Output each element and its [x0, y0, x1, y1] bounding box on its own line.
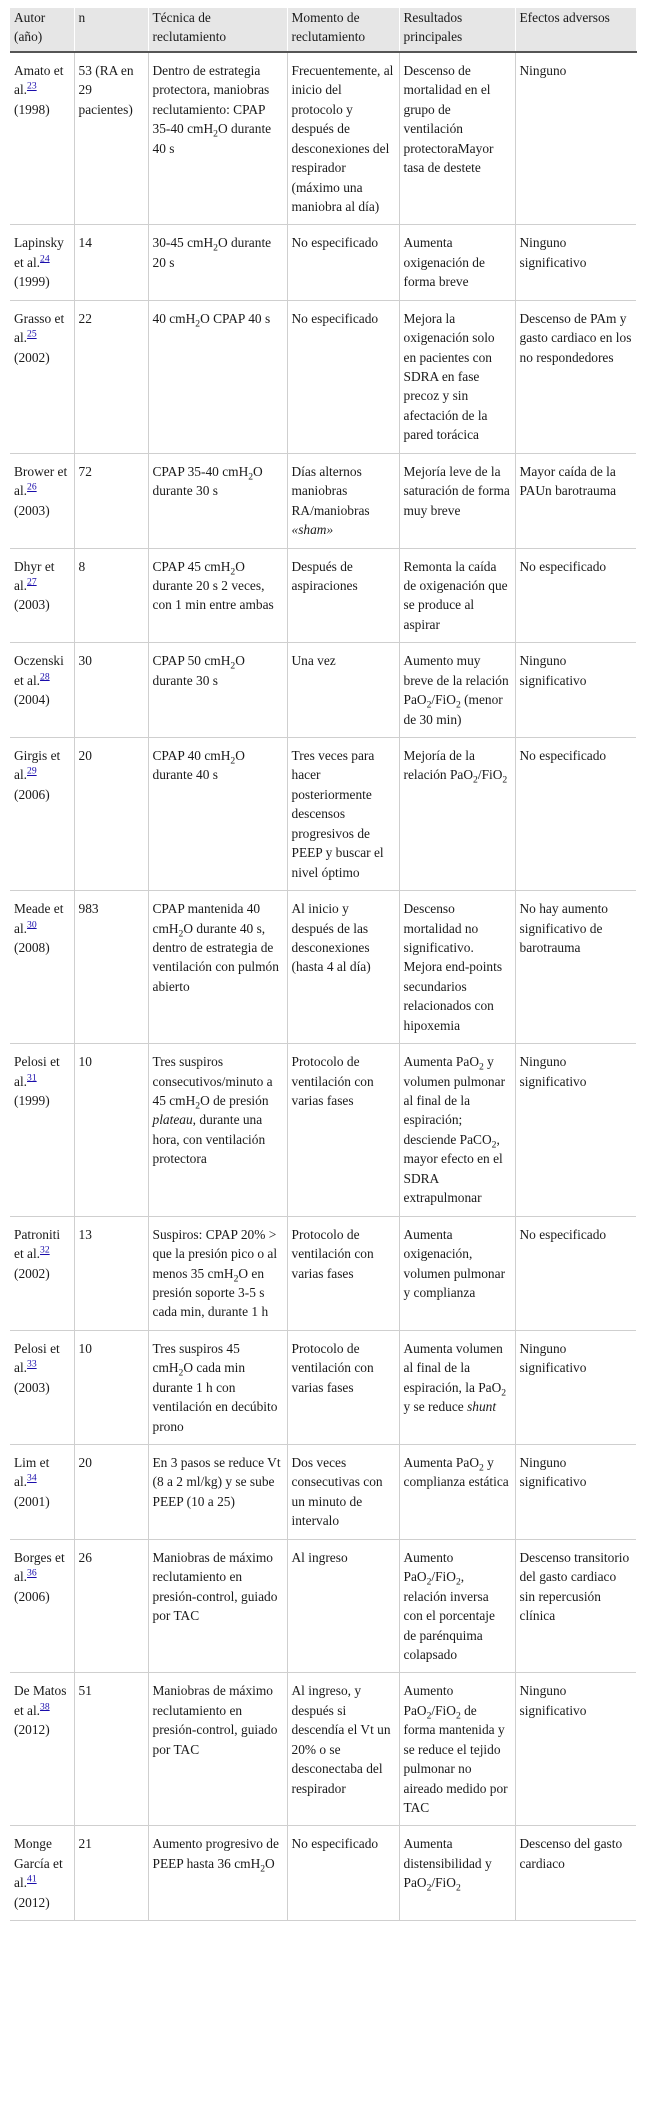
subscript: 2	[260, 1863, 266, 1875]
cell-adverse: No especificado	[515, 738, 636, 891]
subscript: 2	[195, 1100, 201, 1112]
cell-author: Meade et al.$^{30}$ (2008)	[10, 891, 74, 1044]
cell-technique: CPAP 50 cmH$_2$O durante 30 s	[148, 643, 287, 738]
cell-moment: Protocolo de ventilación con varias fases	[287, 1044, 399, 1217]
cell-n: 13	[74, 1216, 148, 1330]
cell-results: Aumenta distensibilidad y PaO$_2$/FiO$_2$	[399, 1826, 515, 1921]
cell-adverse: No hay aumento significativo de barotrauma	[515, 891, 636, 1044]
cell-results: Aumenta PaO$_2$ y complianza estática	[399, 1445, 515, 1540]
header-adverse: Efectos adversos	[515, 8, 636, 52]
header-row	[10, 8, 636, 52]
cell-n: 72	[74, 453, 148, 548]
table-row	[10, 453, 636, 548]
cell-moment: Tres veces para hacer posteriormente descensos progresivos de PEEP y buscar el nivel óptimo	[287, 738, 399, 891]
cell-author: Monge García et al.$^{41}$ (2012)	[10, 1826, 74, 1921]
header-results: Resultados principales	[399, 8, 515, 52]
cell-n: 10	[74, 1330, 148, 1444]
reference-link[interactable]: 31	[27, 1072, 37, 1084]
reference-link[interactable]: 33	[27, 1358, 37, 1370]
cell-n: 14	[74, 225, 148, 300]
cell-n: 983	[74, 891, 148, 1044]
cell-technique: En 3 pasos se reduce Vt (8 a 2 ml/kg) y se sube PEEP (10 a 25)	[148, 1445, 287, 1540]
subscript: 2	[195, 318, 201, 330]
reference-link[interactable]: 29	[27, 765, 37, 777]
cell-n: 51	[74, 1673, 148, 1826]
table-row	[10, 1044, 636, 1217]
subscript: 2	[426, 1710, 432, 1722]
cell-technique: CPAP 45 cmH$_2$O durante 20 s 2 veces, con 1 min entre ambas	[148, 548, 287, 643]
cell-author: De Matos et al.$^{38}$ (2012)	[10, 1673, 74, 1826]
cell-author: Lim et al.$^{34}$ (2001)	[10, 1445, 74, 1540]
reference-link[interactable]: 26	[27, 481, 37, 493]
cell-n: 53 (RA en 29 pacientes)	[74, 52, 148, 225]
header-technique: Técnica de reclutamiento	[148, 8, 287, 52]
cell-moment: Protocolo de ventilación con varias fases	[287, 1330, 399, 1444]
cell-results: Remonta la caída de oxigenación que se produce al aspirar	[399, 548, 515, 643]
cell-author: Girgis et al.$^{29}$ (2006)	[10, 738, 74, 891]
cell-n: 10	[74, 1044, 148, 1217]
subscript: 2	[230, 755, 236, 767]
cell-author: Pelosi et al.$^{31}$ (1999)	[10, 1044, 74, 1217]
cell-technique: Dentro de estrategia protectora, maniobras reclutamiento: CPAP 35-40 cmH$_2$O durante 40 s	[148, 52, 287, 225]
cell-technique: 30-45 cmH$_2$O durante 20 s	[148, 225, 287, 300]
cell-author: Borges et al.$^{36}$ (2006)	[10, 1539, 74, 1673]
cell-results: Aumenta oxigenación de forma breve	[399, 225, 515, 300]
cell-n: 21	[74, 1826, 148, 1921]
cell-adverse: No especificado	[515, 1216, 636, 1330]
subscript: 2	[248, 471, 254, 483]
cell-technique: Maniobras de máximo reclutamiento en presión-control, guiado por TAC	[148, 1673, 287, 1826]
cell-technique: CPAP 40 cmH$_2$O durante 40 s	[148, 738, 287, 891]
cell-results: Aumento PaO$_2$/FiO$_2$, relación inversa con el porcentaje de parénquima colapsado	[399, 1539, 515, 1673]
reference-link[interactable]: 23	[27, 80, 37, 92]
table-row	[10, 1539, 636, 1673]
table-row	[10, 225, 636, 300]
cell-adverse: No especificado	[515, 548, 636, 643]
table-row	[10, 1445, 636, 1540]
subscript: 2	[178, 1367, 184, 1379]
table-row	[10, 548, 636, 643]
italic-text: «sham»	[291, 522, 334, 538]
cell-adverse: Ninguno significativo	[515, 225, 636, 300]
subscript: 2	[178, 928, 184, 940]
subscript: 2	[473, 775, 478, 787]
reference-link[interactable]: 38	[40, 1701, 50, 1713]
subscript: 2	[491, 1139, 497, 1151]
cell-n: 30	[74, 643, 148, 738]
cell-moment: Protocolo de ventilación con varias fases	[287, 1216, 399, 1330]
cell-n: 8	[74, 548, 148, 643]
subscript: 2	[213, 243, 218, 255]
table-row	[10, 738, 636, 891]
subscript: 2	[455, 1710, 461, 1722]
subscript: 2	[501, 1387, 507, 1399]
cell-moment: Después de aspiraciones	[287, 548, 399, 643]
cell-author: Amato et al.$^{23}$ (1998)	[10, 52, 74, 225]
cell-moment: Días alternos maniobras RA/maniobras «sham»	[287, 453, 399, 548]
table-row	[10, 1330, 636, 1444]
table-header	[10, 8, 636, 52]
cell-adverse: Ninguno significativo	[515, 1330, 636, 1444]
cell-adverse: Ninguno	[515, 52, 636, 225]
cell-moment: Frecuentemente, al inicio del protocolo y después de desconexiones del respirador (máximo una maniobra al día)	[287, 52, 399, 225]
subscript: 2	[426, 1882, 432, 1894]
cell-adverse: Mayor caída de la PAUn barotrauma	[515, 453, 636, 548]
subscript: 2	[230, 660, 236, 672]
cell-author: Grasso et al.$^{25}$ (2002)	[10, 300, 74, 453]
cell-technique: CPAP mantenida 40 cmH$_2$O durante 40 s, dentro de estrategia de ventilación con pulmón abierto	[148, 891, 287, 1044]
cell-results: Mejoría leve de la saturación de forma muy breve	[399, 453, 515, 548]
subscript: 2	[455, 1882, 461, 1894]
cell-moment: No especificado	[287, 225, 399, 300]
table-row	[10, 300, 636, 453]
cell-adverse: Descenso de PAm y gasto cardiaco en los no respondedores	[515, 300, 636, 453]
reference-link[interactable]: 32	[40, 1244, 50, 1256]
cell-results: Aumenta oxigenación, volumen pulmonar y complianza	[399, 1216, 515, 1330]
italic-text: plateau	[152, 1112, 193, 1128]
subscript: 2	[426, 1576, 432, 1588]
cell-moment: No especificado	[287, 300, 399, 453]
cell-technique: Suspiros: CPAP 20% > que la presión pico o al menos 35 cmH$_2$O en presión soporte 3-5 s cada min, durante 1 h	[148, 1216, 287, 1330]
reference-link[interactable]: 27	[27, 576, 37, 588]
cell-author: Brower et al.$^{26}$ (2003)	[10, 453, 74, 548]
reference-link[interactable]: 41	[27, 1873, 37, 1885]
subscript: 2	[455, 699, 461, 711]
cell-technique: 40 cmH$_2$O CPAP 40 s	[148, 300, 287, 453]
reference-link[interactable]: 36	[27, 1567, 37, 1579]
header-moment: Momento de reclutamiento	[287, 8, 399, 52]
cell-adverse: Ninguno significativo	[515, 643, 636, 738]
cell-moment: Al inicio y después de las desconexiones (hasta 4 al día)	[287, 891, 399, 1044]
recruitment-studies-table	[10, 8, 637, 1921]
reference-link[interactable]: 28	[40, 671, 50, 683]
subscript: 2	[233, 1273, 239, 1285]
cell-results: Aumento muy breve de la relación PaO$_2$/FiO$_2$ (menor de 30 min)	[399, 643, 515, 738]
cell-technique: Aumento progresivo de PEEP hasta 36 cmH$_2$O	[148, 1826, 287, 1921]
header-n: n	[74, 8, 148, 52]
cell-adverse: Descenso del gasto cardiaco	[515, 1826, 636, 1921]
table-row	[10, 643, 636, 738]
reference-link[interactable]: 24	[40, 253, 50, 265]
cell-adverse: Ninguno significativo	[515, 1445, 636, 1540]
cell-results: Descenso de mortalidad en el grupo de ventilación protectoraMayor tasa de destete	[399, 52, 515, 225]
cell-author: Patroniti et al.$^{32}$ (2002)	[10, 1216, 74, 1330]
cell-author: Dhyr et al.$^{27}$ (2003)	[10, 548, 74, 643]
header-author: Autor (año)	[10, 8, 74, 52]
subscript: 2	[213, 128, 218, 140]
cell-n: 20	[74, 738, 148, 891]
cell-author: Lapinsky et al.$^{24}$ (1999)	[10, 225, 74, 300]
italic-text: shunt	[467, 1399, 497, 1415]
cell-results: Mejora la oxigenación solo en pacientes con SDRA en fase precoz y sin afectación de la pared torácica	[399, 300, 515, 453]
cell-moment: Una vez	[287, 643, 399, 738]
cell-n: 20	[74, 1445, 148, 1540]
cell-adverse: Ninguno significativo	[515, 1673, 636, 1826]
cell-adverse: Ninguno significativo	[515, 1044, 636, 1217]
table-row	[10, 1216, 636, 1330]
cell-technique: Tres suspiros consecutivos/minuto a 45 cmH$_2$O de presión plateau, durante una hora, con ventilación protectora	[148, 1044, 287, 1217]
reference-link[interactable]: 34	[27, 1472, 37, 1484]
cell-technique: Tres suspiros 45 cmH$_2$O cada min durante 1 h con ventilación en decúbito prono	[148, 1330, 287, 1444]
cell-technique: CPAP 35-40 cmH$_2$O durante 30 s	[148, 453, 287, 548]
cell-results: Aumenta volumen al final de la espiración, la PaO$_2$ y se reduce shunt	[399, 1330, 515, 1444]
subscript: 2	[479, 1061, 484, 1073]
cell-n: 26	[74, 1539, 148, 1673]
cell-results: Mejoría de la relación PaO$_2$/FiO$_2$	[399, 738, 515, 891]
cell-n: 22	[74, 300, 148, 453]
subscript: 2	[230, 566, 236, 578]
table-row	[10, 891, 636, 1044]
subscript: 2	[455, 1576, 461, 1588]
cell-results: Aumento PaO$_2$/FiO$_2$ de forma mantenida y se reduce el tejido pulmonar no aireado medido por TAC	[399, 1673, 515, 1826]
cell-adverse: Descenso transitorio del gasto cardiaco sin repercusión clínica	[515, 1539, 636, 1673]
cell-author: Oczenski et al.$^{28}$ (2004)	[10, 643, 74, 738]
reference-link[interactable]: 25	[27, 328, 37, 340]
cell-technique: Maniobras de máximo reclutamiento en presión-control, guiado por TAC	[148, 1539, 287, 1673]
cell-author: Pelosi et al.$^{33}$ (2003)	[10, 1330, 74, 1444]
table-body	[10, 52, 636, 1921]
table-row	[10, 52, 636, 225]
cell-moment: No especificado	[287, 1826, 399, 1921]
cell-moment: Al ingreso	[287, 1539, 399, 1673]
table-row	[10, 1826, 636, 1921]
subscript: 2	[479, 1462, 484, 1474]
cell-results: Aumenta PaO$_2$ y volumen pulmonar al final de la espiración; desciende PaCO$_2$, mayor efecto en el SDRA extrapulmonar	[399, 1044, 515, 1217]
subscript: 2	[502, 775, 508, 787]
cell-moment: Al ingreso, y después si descendía el Vt un 20% o se desconectaba del respirador	[287, 1673, 399, 1826]
cell-results: Descenso mortalidad no significativo. Mejora end-points secundarios relacionados con hipoxemia	[399, 891, 515, 1044]
subscript: 2	[426, 699, 432, 711]
reference-link[interactable]: 30	[27, 919, 37, 931]
cell-moment: Dos veces consecutivas con un minuto de intervalo	[287, 1445, 399, 1540]
table-row	[10, 1673, 636, 1826]
